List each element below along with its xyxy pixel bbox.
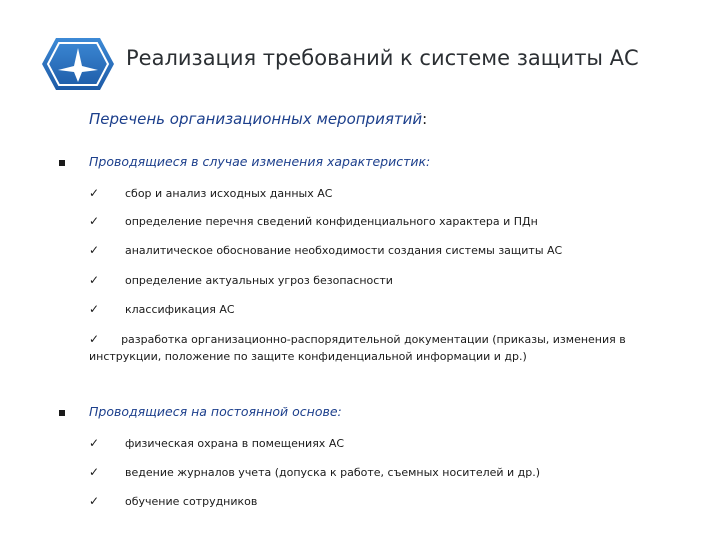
list-item-text: разработка организационно-распорядительной документации (приказы, изменения в инструкции, положение по защите конфиденциальной информации и др.) <box>89 333 626 363</box>
subtitle-text: Перечень организационных мероприятий <box>89 110 423 128</box>
list-item: сбор и анализ исходных данных АС <box>125 187 333 200</box>
list-item: определение актуальных угроз безопасности <box>125 274 393 287</box>
section-heading: Проводящиеся в случае изменения характеристик: <box>89 154 431 169</box>
subtitle-colon: : <box>422 110 428 128</box>
section-bullet <box>59 160 65 166</box>
list-item: определение перечня сведений конфиденциального характера и ПДн <box>125 215 538 228</box>
list-item: ведение журналов учета (допуска к работе, съемных носителей и др.) <box>125 466 541 479</box>
checkmark-icon: ✓ <box>89 332 100 346</box>
list-item: обучение сотрудников <box>125 495 258 508</box>
company-logo <box>40 36 116 92</box>
list-item: классификация АС <box>125 303 235 316</box>
checkmark-icon: ✓ <box>89 494 100 508</box>
page-title: Реализация требований к системе защиты АС <box>126 46 639 70</box>
list-item: физическая охрана в помещениях АС <box>125 437 345 450</box>
section-bullet <box>59 410 65 416</box>
list-item <box>89 331 649 365</box>
checkmark-icon: ✓ <box>89 214 100 228</box>
list-item: аналитическое обоснование необходимости создания системы защиты АС <box>125 244 563 257</box>
checkmark-icon: ✓ <box>89 243 100 257</box>
checkmark-icon: ✓ <box>89 436 100 450</box>
checkmark-icon: ✓ <box>89 302 100 316</box>
checkmark-icon: ✓ <box>89 465 100 479</box>
section-heading: Проводящиеся на постоянной основе: <box>89 404 342 419</box>
subtitle <box>89 110 427 128</box>
checkmark-icon: ✓ <box>89 273 100 287</box>
checkmark-icon: ✓ <box>89 186 100 200</box>
